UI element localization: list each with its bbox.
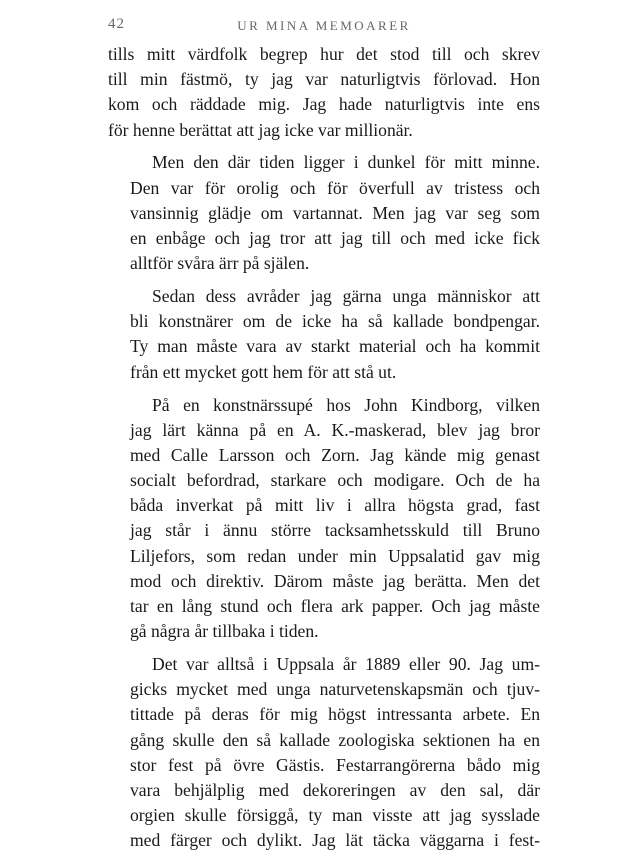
text-line: till min fästmö, ty jag var naturligtvis förlovad. Hon: [108, 69, 540, 90]
paragraph: [108, 652, 540, 854]
text-line: från ett mycket gott hem för att stå ut.: [130, 361, 397, 382]
text-line: båda inverkat på mitt liv i allra högsta grad, fast: [130, 495, 540, 516]
text-line: vansinnig glädje om vartannat. Men jag var seg som: [130, 202, 540, 223]
text-line: gå några år tillbaka i tiden.: [130, 621, 319, 642]
text-line: socialt befordrad, starkare och modigare. Och de ha: [130, 470, 540, 491]
text-line: mod och direktiv. Därom måste jag berätta. Men det: [130, 570, 540, 591]
text-line: stor fest på övre Gästis. Festarrangörerna bådo mig: [130, 754, 540, 775]
text-line: Liljefors, som redan under min Uppsalatid gav mig: [130, 545, 540, 566]
text-line: Den var för orolig och för överfull av tristess och: [130, 177, 540, 198]
text-line: med Calle Larsson och Zorn. Jag kände mig genast: [130, 444, 540, 465]
text-line: På en konstnärssupé hos John Kindborg, vilken: [152, 394, 540, 415]
running-title: UR MINA MEMOARER: [237, 18, 411, 33]
running-head: [108, 16, 540, 36]
paragraph: [108, 150, 540, 276]
text-line: orgien skulle försiggå, ty man visste att jag sysslade: [130, 805, 540, 826]
body-text: [108, 42, 540, 861]
text-line: för henne berättat att jag icke var millionär.: [108, 119, 413, 140]
text-line: bli konstnärer om de icke ha så kallade bondpengar.: [130, 311, 540, 332]
text-line: jag står i ännu större tacksamhetsskuld till Bruno: [130, 520, 540, 541]
paragraph: [108, 284, 540, 385]
text-line: gång skulle den så kallade zoologiska sektionen ha en: [130, 729, 540, 750]
text-line: kom och räddade mig. Jag hade naturligtvis inte ens: [108, 94, 540, 115]
text-line: Det var alltså i Uppsala år 1889 eller 90. Jag um-: [152, 654, 540, 675]
text-line: med färger och dylikt. Jag lät täcka väggarna i fest-: [130, 830, 540, 851]
paragraph: [108, 393, 540, 645]
text-line: tar en lång stund och flera ark papper. Och jag måste: [130, 596, 540, 616]
text-line: vara behjälplig med dekoreringen av den sal, där: [130, 780, 540, 800]
page-number: 42: [108, 16, 125, 32]
paragraph: [108, 42, 540, 143]
text-line: Men den där tiden ligger i dunkel för mitt minne.: [152, 152, 540, 173]
text-line: alltför svåra ärr på själen.: [130, 253, 310, 274]
text-line: gicks mycket med unga naturvetenskapsmän och tjuv-: [130, 679, 540, 700]
text-line: Ty man måste vara av starkt material och ha kommit: [130, 336, 540, 357]
text-line: jag lärt känna på en A. K.-maskerad, blev jag bror: [130, 419, 540, 440]
text-line: en enbåge och jag tror att jag till och med icke fick: [130, 228, 540, 248]
text-line: tittade på deras för mig högst intressanta arbete. En: [130, 704, 540, 725]
text-line: Sedan dess avråder jag gärna unga människor att: [152, 286, 540, 307]
text-line: tills mitt värdfolk begrep hur det stod till och skrev: [108, 44, 540, 64]
